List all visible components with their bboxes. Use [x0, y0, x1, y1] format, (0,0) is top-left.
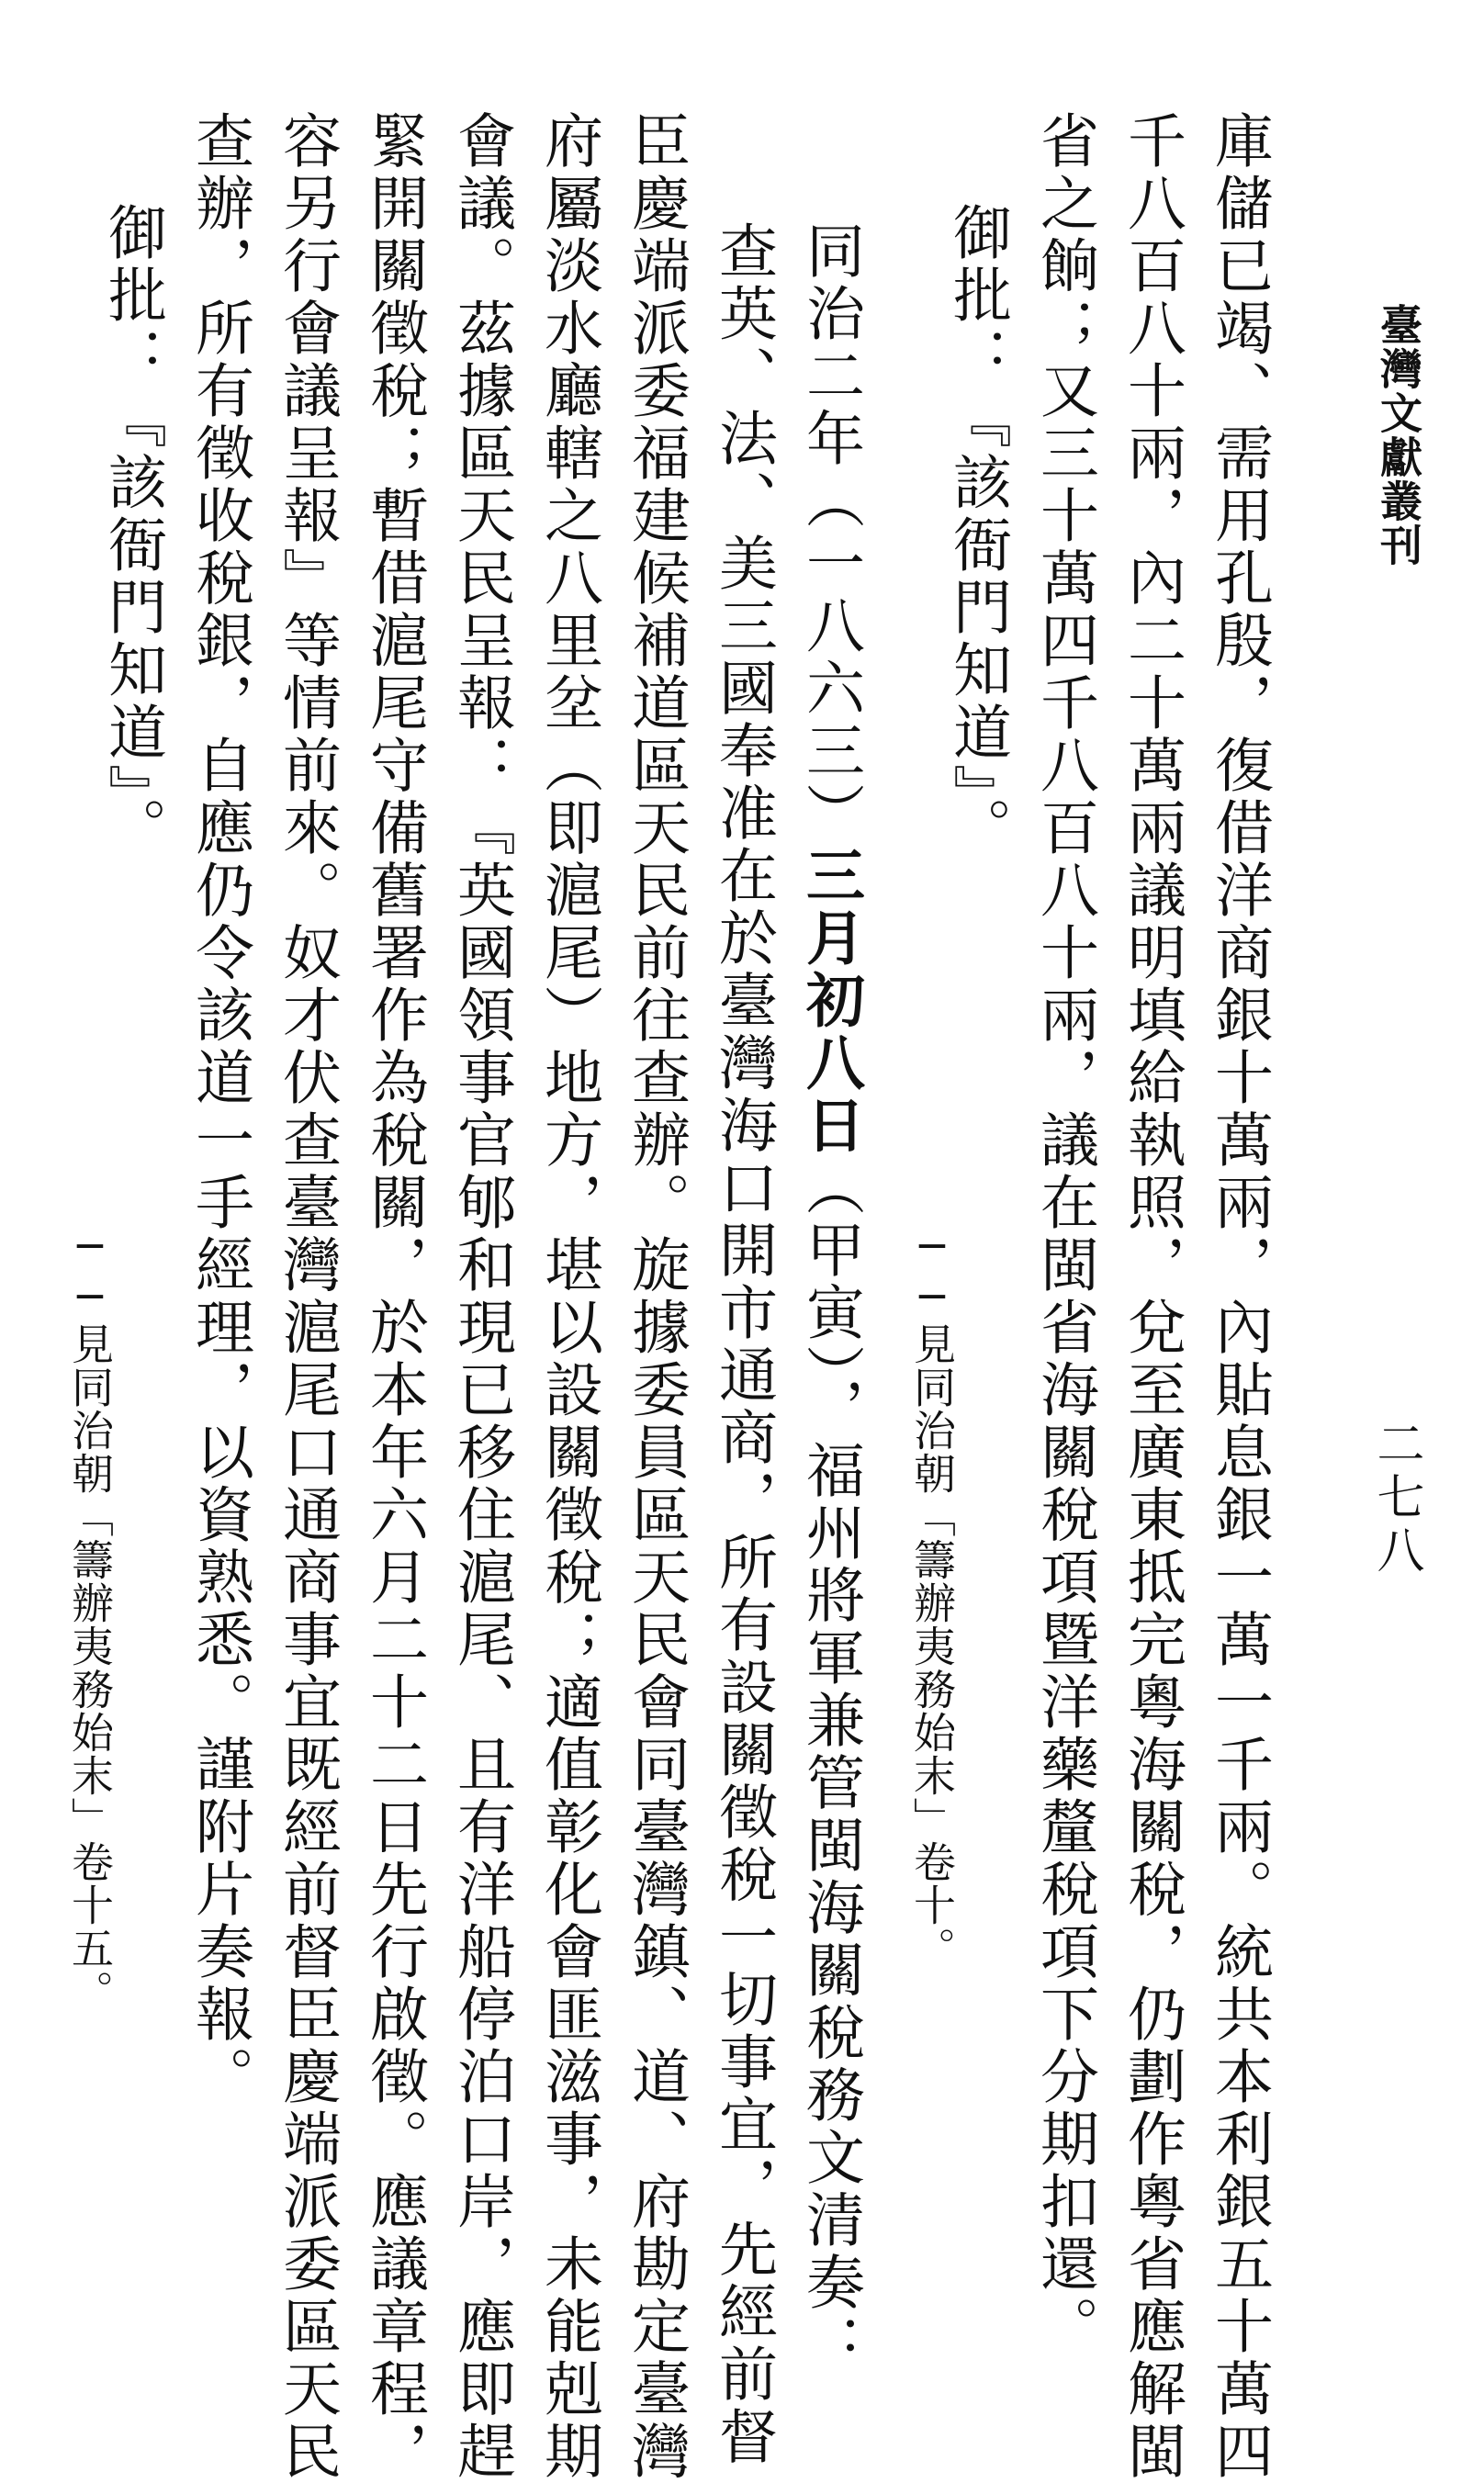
body-line: 會議。茲據區天民呈報：『英國領事官郇和現已移住滬尾、且有洋船停泊口岸，應即趕 [447, 110, 515, 2483]
body-line: 緊開關徵稅；暫借滬尾守備舊署作為稅關，於本年六月二十二日先行啟徵。應議章程， [360, 110, 428, 2483]
book-title: 臺灣文獻叢刊 [1374, 303, 1423, 567]
source-citation: ──見同治朝「籌辦夷務始末」卷十。 [907, 1221, 957, 1970]
imperial-note: 御批：『該衙門知道』。 [943, 202, 1011, 860]
body-line: 千八百八十兩，內二十萬兩議明填給執照，兌至廣東抵完粵海關稅，仍劃作粵省應解閩 [1118, 110, 1186, 2483]
body-line: 臣慶端派委福建候補道區天民前往查辦。旋據委員區天民會同臺灣鎮、道、府勘定臺灣 [622, 110, 690, 2483]
body-line: 庫儲已竭、需用孔殷，復借洋商銀十萬兩，內貼息銀一萬一千兩。統共本利銀五十萬四 [1205, 110, 1273, 2483]
body-line: 府屬淡水廳轄之八里坌（即滬尾）地方，堪以設關徵稅；適值彰化會匪滋事，未能剋期 [534, 110, 602, 2483]
body-line: 查英、法、美三國奉准在於臺灣海口開市通商，所有設關徵稅一切事宜，先經前督 [709, 220, 777, 2468]
body-line: 查辦，所有徵收稅銀，自應仍令該道一手經理，以資熟悉。謹附片奏報。 [186, 110, 253, 2108]
body-line [796, 220, 865, 2376]
body-line: 容另行會議呈報』等情前來。奴才伏查臺灣滬尾口通商事宜既經前督臣慶端派委區天民 [273, 110, 341, 2483]
date-emphasis: 三月初八日 [796, 845, 865, 1157]
date-suffix: （甲寅），福州將軍兼管閩海關稅務文清奏： [796, 1157, 864, 2376]
body-line: 省之餉；又三十萬四千八百八十兩，議在閩省海關稅項暨洋藥釐稅項下分期扣還。 [1030, 110, 1098, 2358]
date-prefix: 同治二年（一八六三） [796, 220, 864, 845]
imperial-note: 御批：『該衙門知道』。 [98, 202, 166, 860]
page-number: 二七八 [1368, 1419, 1423, 1579]
source-citation: ──見同治朝「籌辦夷務始末」卷十五。 [65, 1221, 115, 2013]
